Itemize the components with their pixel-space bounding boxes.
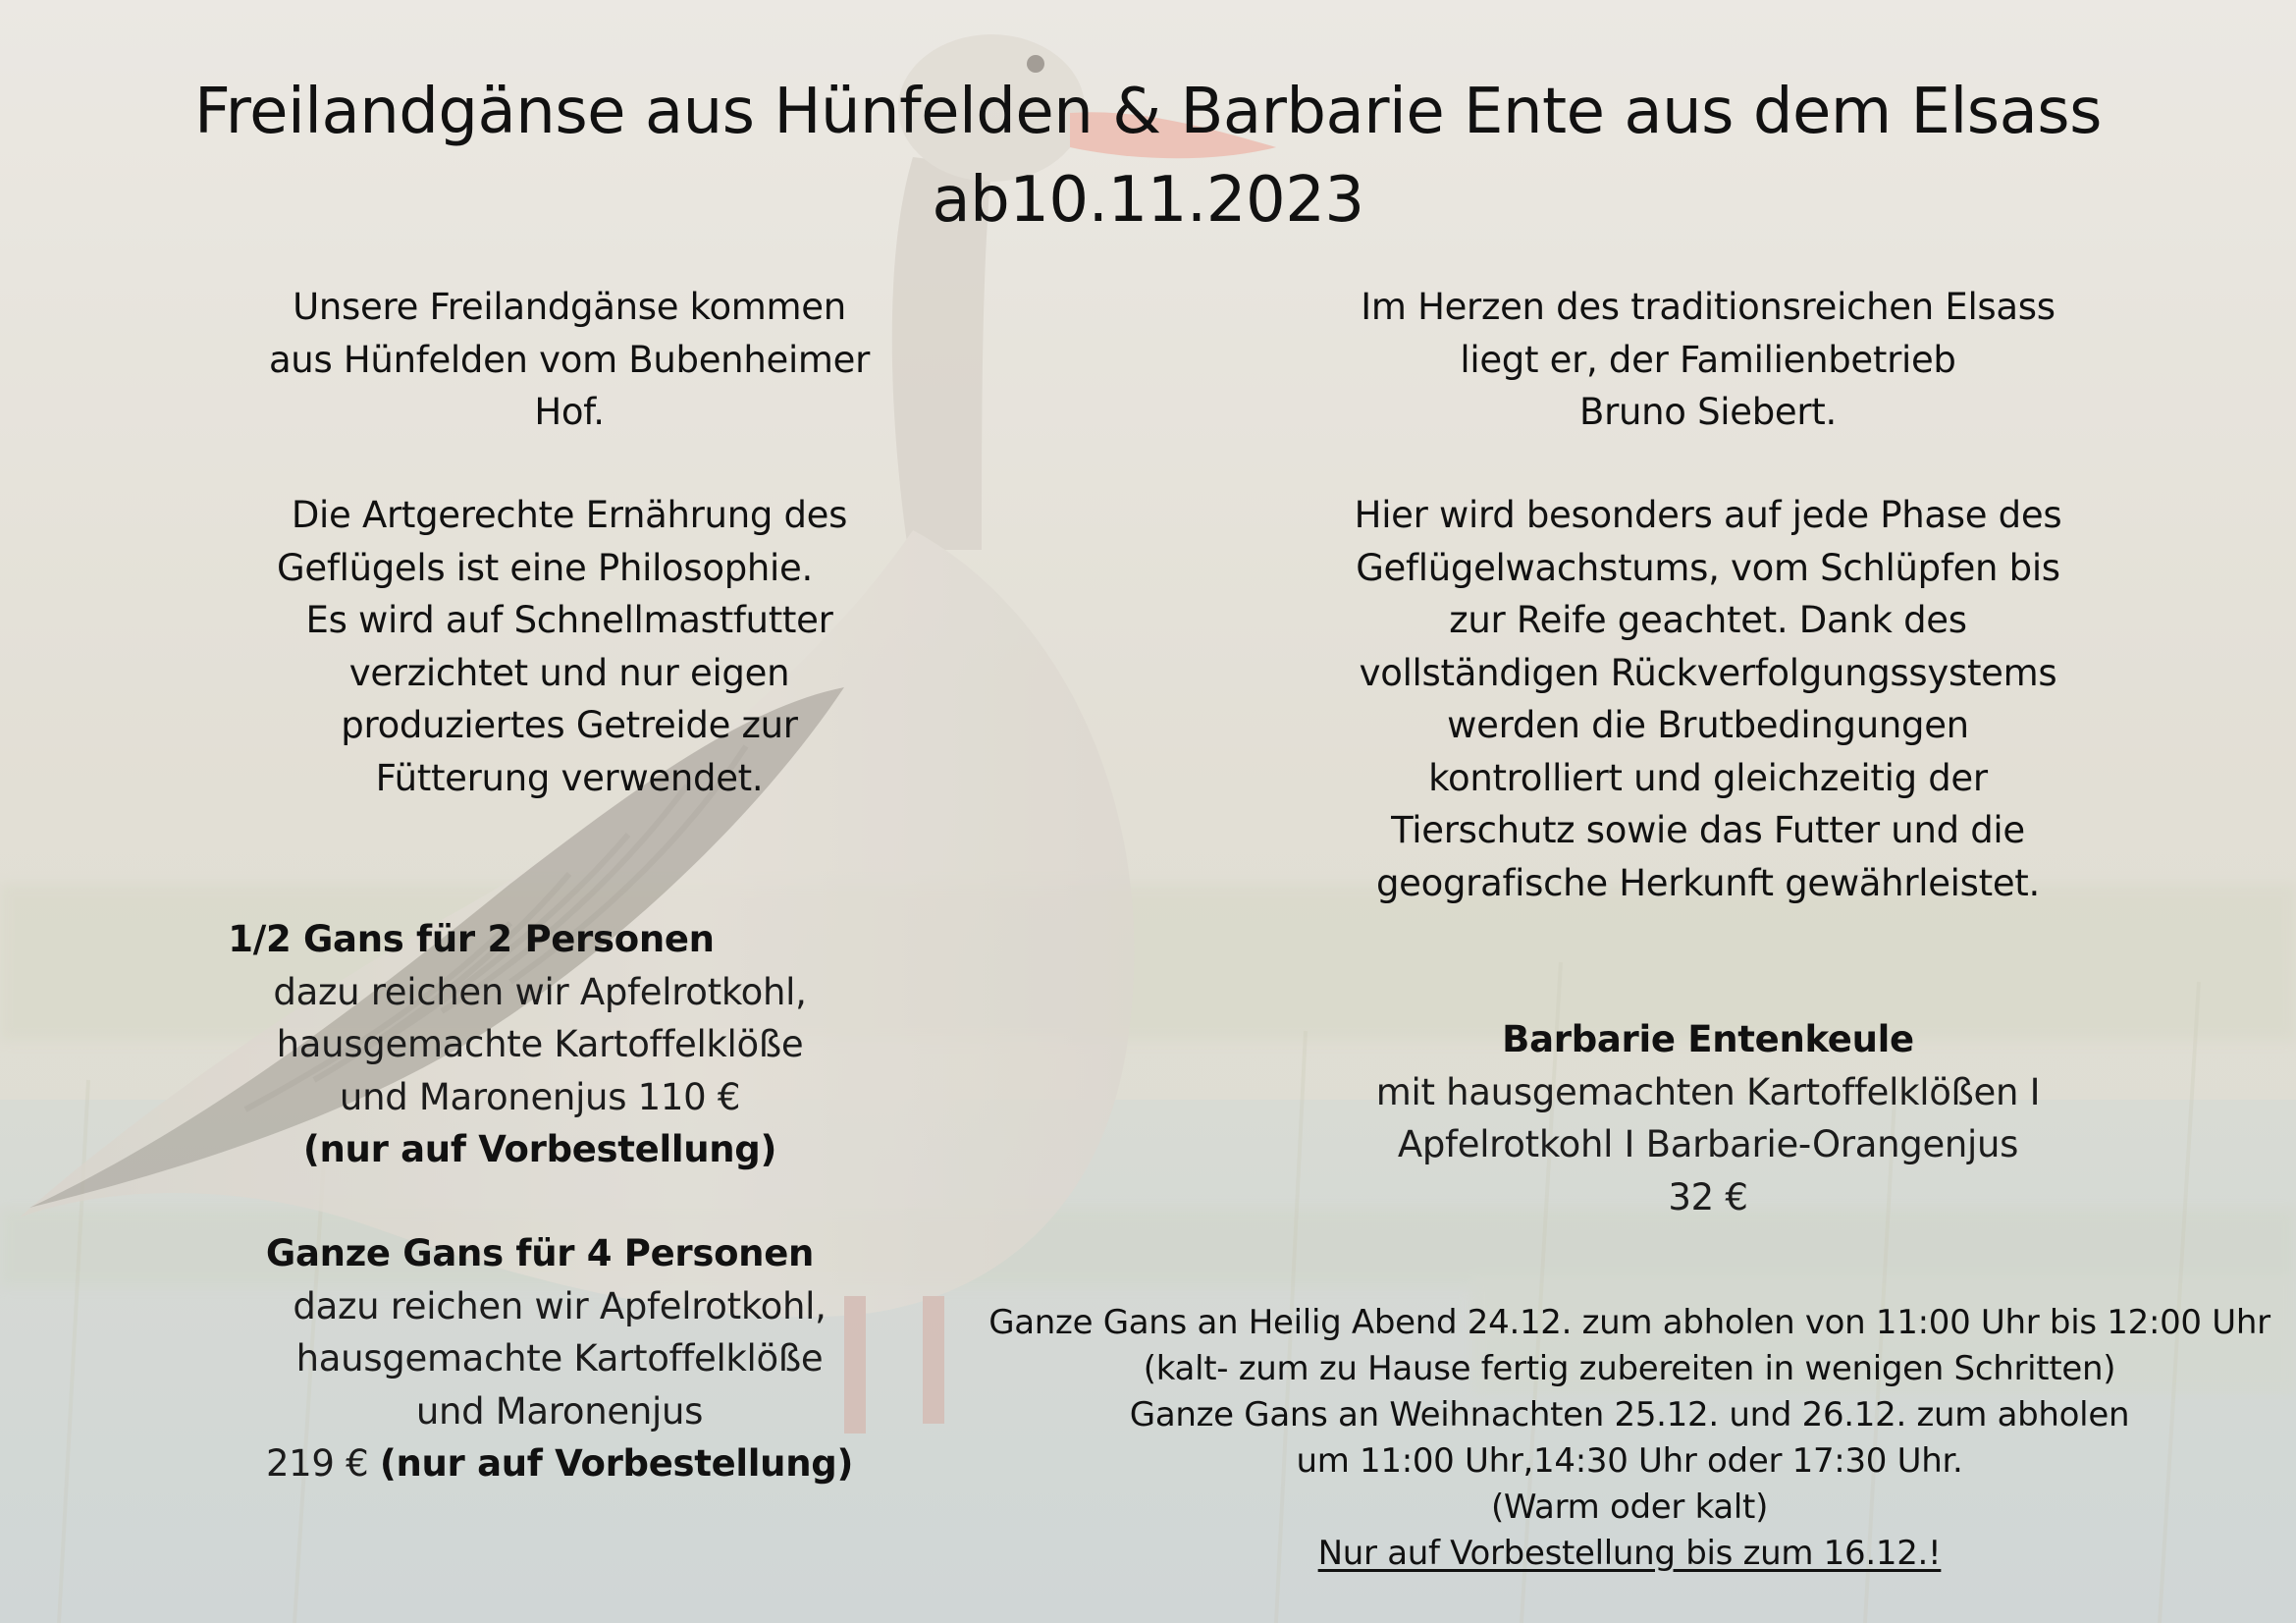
text-line: dazu reichen wir Apfelrotkohl,	[293, 1284, 827, 1327]
holiday-pickup-info	[937, 1300, 2296, 1577]
text-line: produziertes Getreide zur	[341, 704, 798, 746]
left-philosophy	[177, 489, 962, 804]
text-line: Im Herzen des traditionsreichen Elsass	[1361, 286, 2056, 328]
text-line: (kalt- zum zu Hause fertig zubereiten in wenigen Schritten)	[1143, 1349, 2116, 1388]
left-intro	[177, 281, 962, 439]
text-line: geografische Herkunft gewährleistet.	[1376, 861, 2040, 904]
text-line: Es wird auf Schnellmastfutter	[305, 599, 833, 641]
whole-goose-offer	[167, 1227, 952, 1490]
text-line: Hier wird besonders auf jede Phase des	[1354, 494, 2062, 536]
text-line: Apfelrotkohl I Barbarie-Orangenjus	[1397, 1123, 2019, 1165]
whole-goose-price-line	[167, 1437, 952, 1490]
text-line: hausgemachte Kartoffelklöße	[276, 1023, 804, 1065]
duck-price: 32 €	[1668, 1175, 1748, 1218]
text-line: hausgemachte Kartoffelklöße	[295, 1337, 824, 1380]
whole-goose-heading: Ganze Gans für 4 Personen	[265, 1232, 815, 1274]
text-line: werden die Brutbedingungen	[1447, 704, 1969, 746]
text-line: Unsere Freilandgänse kommen	[293, 286, 846, 328]
text-line: verzichtet und nur eigen	[348, 651, 790, 694]
text-line: Hof.	[534, 391, 605, 433]
right-intro	[1315, 281, 2101, 439]
whole-goose-note: (nur auf Vorbestellung)	[379, 1442, 854, 1485]
text-line: Bruno Siebert.	[1579, 391, 1837, 433]
text-line: Ganze Gans an Heilig Abend 24.12. zum abholen von 11:00 Uhr bis 12:00 Uhr	[988, 1303, 2270, 1342]
text-line: (Warm oder kalt)	[1490, 1488, 1769, 1527]
text-line: Tierschutz sowie das Futter und die	[1391, 809, 2025, 851]
duck-heading: Barbarie Entenkeule	[1502, 1018, 1914, 1060]
text-line: Ganze Gans an Weihnachten 25.12. und 26.12. zum abholen	[1129, 1395, 2130, 1434]
right-phases	[1315, 489, 2101, 909]
half-goose-offer	[147, 913, 933, 1176]
text-line: kontrolliert und gleichzeitig der	[1428, 756, 1988, 799]
text-line: dazu reichen wir Apfelrotkohl,	[273, 970, 807, 1013]
text-line: mit hausgemachten Kartoffelklößen I	[1375, 1070, 2041, 1113]
text-line: und Maronenjus 110 €	[339, 1075, 741, 1118]
text-line: zur Reife geachtet. Dank des	[1449, 599, 1967, 641]
half-goose-heading: 1/2 Gans für 2 Personen	[228, 918, 715, 960]
text-line: Die Artgerechte Ernährung des	[291, 494, 848, 536]
text-line: und Maronenjus	[415, 1389, 704, 1433]
page-title: Freilandgänse aus Hünfelden & Barbarie Ente aus dem Elsass	[194, 76, 2102, 148]
text-line: Fütterung verwendet.	[375, 756, 764, 799]
text-line: Geflügelwachstums, vom Schlüpfen bis	[1356, 546, 2060, 589]
text-line: um 11:00 Uhr,14:30 Uhr oder 17:30 Uhr.	[1296, 1441, 1963, 1481]
duck-offer	[1315, 1013, 2101, 1223]
text-line: Geflügels ist eine Philosophie.	[277, 546, 813, 589]
page-subtitle-date: ab10.11.2023	[932, 164, 1364, 237]
text-line: aus Hünfelden vom Bubenheimer	[268, 338, 871, 381]
whole-goose-price: 219 €	[265, 1442, 369, 1485]
half-goose-note: (nur auf Vorbestellung)	[302, 1128, 777, 1170]
preorder-deadline: Nur auf Vorbestellung bis zum 16.12.!	[1317, 1534, 1942, 1573]
text-line: liegt er, der Familienbetrieb	[1460, 338, 1956, 381]
text-line: vollständigen Rückverfolgungssystems	[1359, 651, 2057, 694]
